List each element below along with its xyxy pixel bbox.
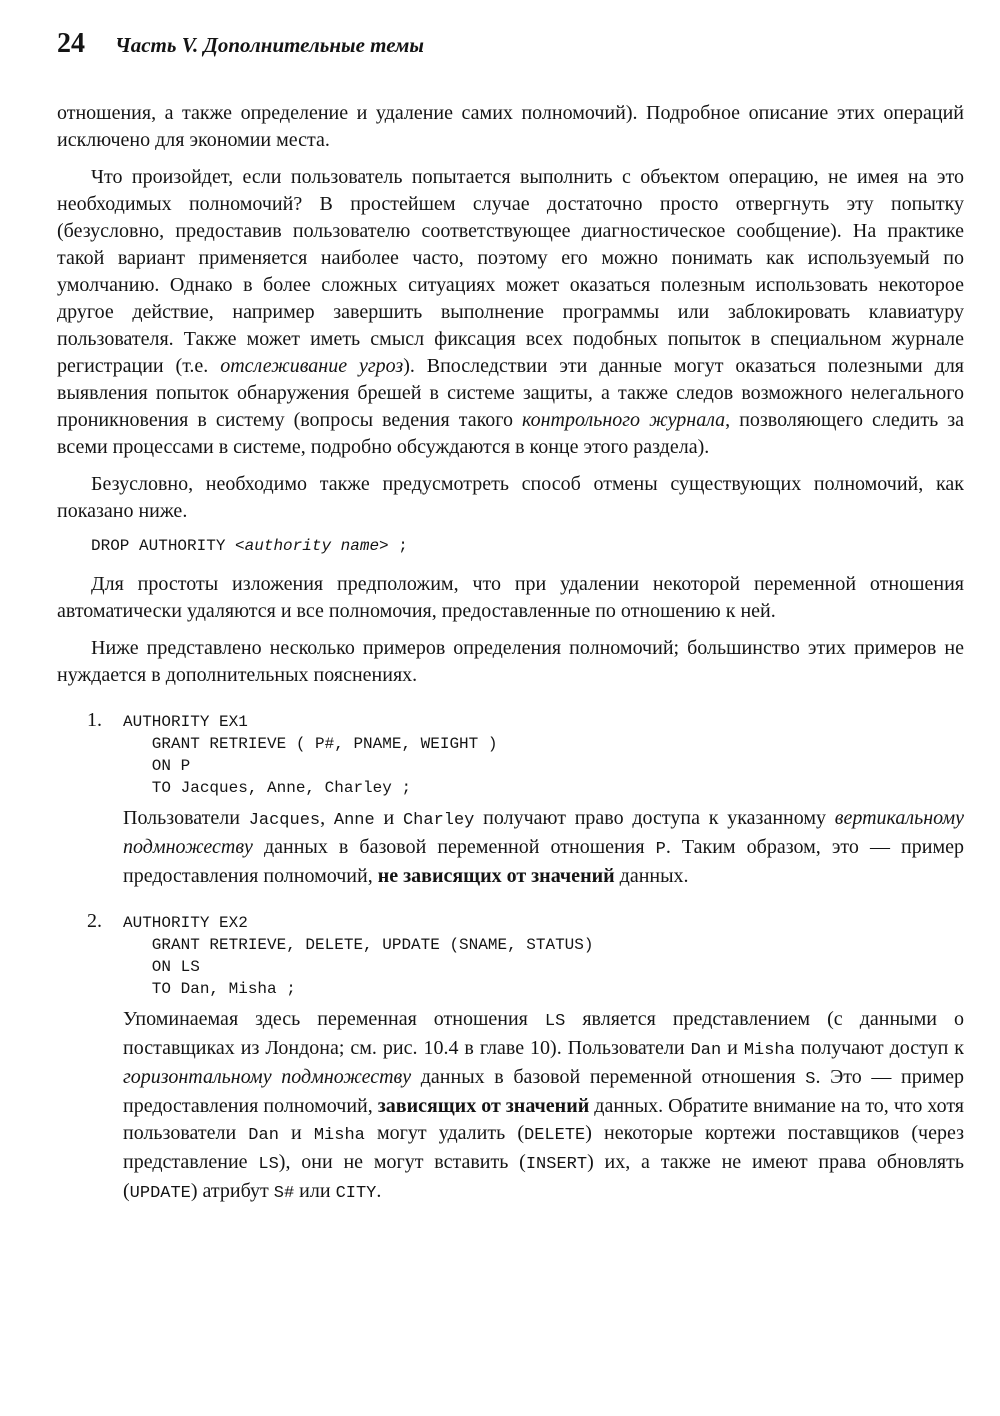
paragraph-4: Для простоты изложения предположим, что при удалении некоторой переменной отношения автоматически удаляются и все полномочия, предоставленные по отношению к ней. — [57, 573, 964, 622]
example-2-explanation: Упоминаемая здесь переменная отношения LS является представлением (с данными о поставщиках из Лондона; см. рис. 10.4 в главе 10). Пользователи Dan и Misha получают доступ к горизонтальному подмножеству данных в базовой переменной отношения S. Это — пример предоставления полномочий, зависящих от значений данных. Обратите внимание на то, что хотя пользователи Dan и Misha могут удалить (DELETE) некоторые кортежи поставщиков (через представление LS), они не могут вставить (INSERT) их, а также не имеют права обновлять (UPDATE) атрибут S# или CITY. — [123, 1008, 965, 1203]
example-2-code: 2. AUTHORITY EX2 GRANT RETRIEVE, DELETE, UPDATE (SNAME, STATUS) ON LS TO Dan, Misha ; — [87, 910, 594, 998]
example-number: 1. — [87, 709, 102, 731]
drop-authority-syntax: DROP AUTHORITY <authority name> ; — [91, 537, 408, 555]
page-header — [57, 30, 964, 74]
term-threat-monitoring: отслеживание угроз — [220, 355, 404, 377]
running-title: Часть V. Дополнительные темы — [115, 33, 424, 57]
paragraph-1: отношения, а также определение и удаление самих полномочий). Подробное описание этих операций исключено для экономии места. — [57, 102, 964, 151]
paragraph-5: Ниже представлено несколько примеров определения полномочий; большинство этих примеров не нуждается в дополнительных пояснениях. — [57, 637, 964, 686]
example-1-explanation: Пользователи Jacques, Anne и Charley получают право доступа к указанному вертикальному подмножеству данных в базовой переменной отношения P. Таким образом, это — пример предоставления полномочий, не зависящих от значений данных. — [123, 807, 965, 887]
paragraph-2: Что произойдет, если пользователь попытается выполнить с объектом операцию, не имея на это необходимых полномочий? В простейшем случае достаточно просто отвергнуть эту попытку (безусловно, предоставив пользователю соответствующее диагностическое сообщение). На практике такой вариант применяется наиболее часто, поэтому его можно понимать как используемый по умолчанию. Однако в более сложных ситуациях может оказаться полезным использовать некоторое другое действие, например завершить выполнение программы или заблокировать клавиатуру пользователя. Также может иметь смысл фиксация всех подобных попыток в специальном журнале регистрации (т.е. отслеживание угроз). Впоследствии эти данные могут оказаться полезными для выявления попыток обнаружения брешей в системе защиты, а также следов возможного нелегального проникновения в систему (вопросы ведения такого контрольного журнала, позволяющего следить за всеми процессами в системе, подробно обсуждаются в конце этого раздела). — [57, 166, 965, 458]
paragraph-3: Безусловно, необходимо также предусмотреть способ отмены существующих полномочий, как показано ниже. — [57, 473, 964, 522]
example-number: 2. — [87, 910, 102, 932]
example-2 — [57, 910, 964, 1207]
example-1 — [57, 709, 964, 890]
term-audit-trail: контрольного журнала — [522, 409, 726, 431]
example-1-code: 1. AUTHORITY EX1 GRANT RETRIEVE ( P#, PNAME, WEIGHT ) ON P TO Jacques, Anne, Charley ; — [87, 709, 498, 797]
page-number: 24 — [57, 28, 85, 59]
